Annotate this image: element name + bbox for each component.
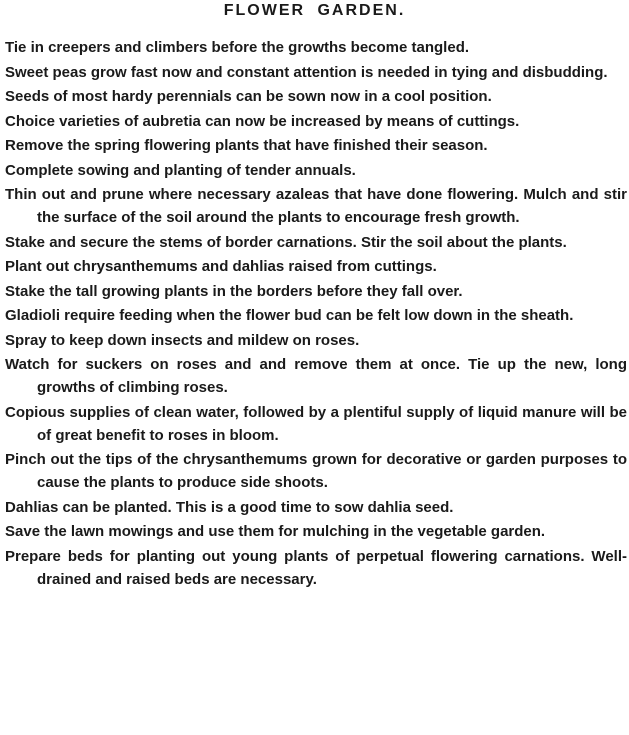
list-item: Dahlias can be planted. This is a good time to sow dahlia seed. (5, 498, 454, 516)
list-item: Watch for suckers on roses and and remove them at once. Tie up the new, long growths of climbing roses. (5, 356, 627, 396)
list-item: Complete sowing and planting of tender annuals. (5, 161, 356, 179)
list-item: Sweet peas grow fast now and constant attention is needed in tying and disbudding. (5, 63, 608, 81)
list-item: Stake the tall growing plants in the borders before they fall over. (5, 282, 463, 300)
page-title: FLOWER GARDEN. (223, 2, 406, 19)
list-item: Copious supplies of clean water, followed by a plentiful supply of liquid manure will be of great benefit to roses in bloom. (5, 403, 627, 444)
garden-notes-list (5, 36, 627, 592)
list-item: Stake and secure the stems of border carnations. Stir the soil about the plants. (5, 233, 567, 251)
list-item: Plant out chrysanthemums and dahlias raised from cuttings. (5, 258, 437, 275)
list-item: Save the lawn mowings and use them for mulching in the vegetable garden. (5, 523, 546, 540)
list-item: Prepare beds for planting out young plants of perpetual flowering carnations. Well-drained and raised beds are necessary. (5, 547, 627, 588)
list-item: Remove the spring flowering plants that have finished their season. (5, 137, 488, 154)
list-item: Spray to keep down insects and mildew on roses. (5, 331, 360, 349)
list-item: Gladioli require feeding when the flower bud can be felt low down in the sheath. (5, 307, 574, 324)
list-item: Thin out and prune where necessary azaleas that have done flowering. Mulch and stir the surface of the soil around the plants to encourage fresh growth. (5, 186, 627, 226)
list-item: Seeds of most hardy perennials can be sown now in a cool position. (5, 88, 492, 105)
list-item: Choice varieties of aubretia can now be increased by means of cuttings. (5, 112, 520, 130)
list-item: Pinch out the tips of the chrysanthemums grown for decorative or garden purposes to cause the plants to produce side shoots. (5, 451, 627, 491)
list-item: Tie in creepers and climbers before the growths become tangled. (5, 39, 470, 56)
